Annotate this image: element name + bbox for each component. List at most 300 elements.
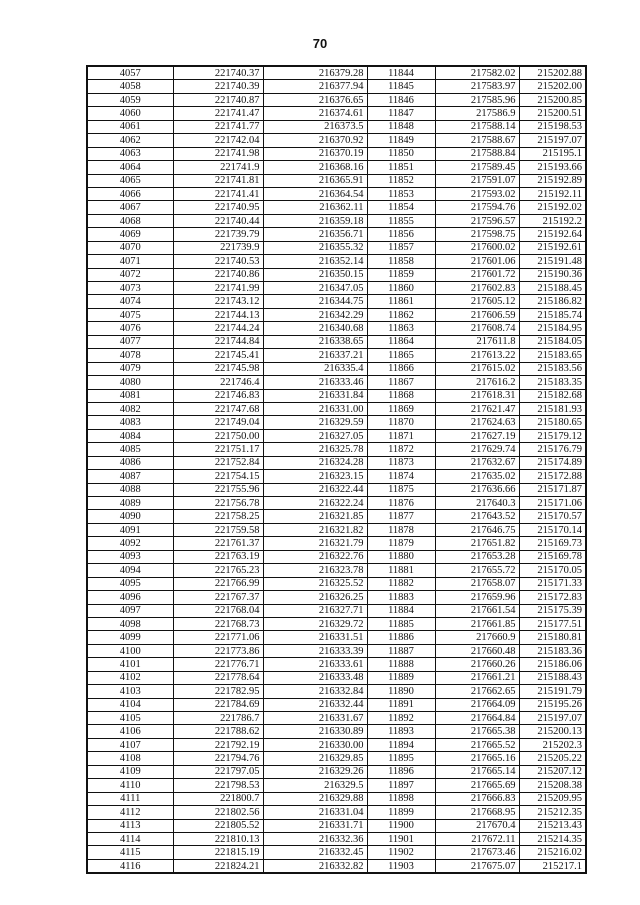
x-coordinate-cell: 217606.59	[435, 308, 519, 321]
x-coordinate-cell: 221740.86	[173, 268, 263, 281]
x-coordinate-cell: 217673.46	[435, 846, 519, 859]
y-coordinate-cell: 216330.00	[263, 738, 367, 751]
y-coordinate-cell: 215192.2	[519, 214, 586, 227]
table-row	[87, 66, 586, 80]
table-row	[87, 120, 586, 133]
y-coordinate-cell: 216326.25	[263, 591, 367, 604]
x-coordinate-cell: 217624.63	[435, 416, 519, 429]
y-coordinate-cell: 215197.07	[519, 134, 586, 147]
x-coordinate-cell: 221751.17	[173, 443, 263, 456]
y-coordinate-cell: 215195.26	[519, 698, 586, 711]
point-number-cell: 11886	[367, 631, 435, 644]
point-number-cell: 11851	[367, 161, 435, 174]
point-number-cell: 11899	[367, 806, 435, 819]
point-number-cell: 11893	[367, 725, 435, 738]
table-row	[87, 510, 586, 523]
y-coordinate-cell: 216321.79	[263, 537, 367, 550]
y-coordinate-cell: 216368.16	[263, 161, 367, 174]
point-number-cell: 11894	[367, 738, 435, 751]
y-coordinate-cell: 216335.4	[263, 362, 367, 375]
point-number-cell: 11883	[367, 591, 435, 604]
y-coordinate-cell: 215170.14	[519, 523, 586, 536]
table-row	[87, 725, 586, 738]
table-row	[87, 335, 586, 348]
coordinates-table	[86, 65, 587, 874]
y-coordinate-cell: 216331.00	[263, 402, 367, 415]
x-coordinate-cell: 217672.11	[435, 832, 519, 845]
x-coordinate-cell: 221744.13	[173, 308, 263, 321]
y-coordinate-cell: 215216.02	[519, 846, 586, 859]
point-number-cell: 11872	[367, 443, 435, 456]
point-number-cell: 11861	[367, 295, 435, 308]
x-coordinate-cell: 217665.14	[435, 765, 519, 778]
y-coordinate-cell: 215198.53	[519, 120, 586, 133]
y-coordinate-cell: 215209.95	[519, 792, 586, 805]
table-row	[87, 389, 586, 402]
table-row	[87, 577, 586, 590]
y-coordinate-cell: 216356.71	[263, 228, 367, 241]
point-number-cell: 11853	[367, 187, 435, 200]
y-coordinate-cell: 216332.36	[263, 832, 367, 845]
x-coordinate-cell: 217629.74	[435, 443, 519, 456]
y-coordinate-cell: 215202.88	[519, 66, 586, 80]
point-number-cell: 4062	[87, 134, 173, 147]
y-coordinate-cell: 216359.18	[263, 214, 367, 227]
point-number-cell: 4079	[87, 362, 173, 375]
x-coordinate-cell: 221741.77	[173, 120, 263, 133]
point-number-cell: 11882	[367, 577, 435, 590]
table-row	[87, 187, 586, 200]
point-number-cell: 4072	[87, 268, 173, 281]
x-coordinate-cell: 217594.76	[435, 201, 519, 214]
x-coordinate-cell: 221788.62	[173, 725, 263, 738]
y-coordinate-cell: 215200.51	[519, 107, 586, 120]
x-coordinate-cell: 217616.2	[435, 376, 519, 389]
x-coordinate-cell: 217588.84	[435, 147, 519, 160]
x-coordinate-cell: 221744.24	[173, 322, 263, 335]
point-number-cell: 4061	[87, 120, 173, 133]
point-number-cell: 11881	[367, 564, 435, 577]
x-coordinate-cell: 221745.41	[173, 349, 263, 362]
point-number-cell: 11866	[367, 362, 435, 375]
x-coordinate-cell: 217605.12	[435, 295, 519, 308]
y-coordinate-cell: 215176.79	[519, 443, 586, 456]
point-number-cell: 4059	[87, 93, 173, 106]
table-row	[87, 349, 586, 362]
point-number-cell: 4060	[87, 107, 173, 120]
y-coordinate-cell: 215183.35	[519, 376, 586, 389]
table-row	[87, 228, 586, 241]
x-coordinate-cell: 217664.84	[435, 712, 519, 725]
y-coordinate-cell: 215205.22	[519, 752, 586, 765]
point-number-cell: 4102	[87, 671, 173, 684]
y-coordinate-cell: 216333.46	[263, 376, 367, 389]
point-number-cell: 11901	[367, 832, 435, 845]
x-coordinate-cell: 217661.54	[435, 604, 519, 617]
table-row	[87, 107, 586, 120]
x-coordinate-cell: 221773.86	[173, 644, 263, 657]
point-number-cell: 11875	[367, 483, 435, 496]
x-coordinate-cell: 217611.8	[435, 335, 519, 348]
y-coordinate-cell: 216332.82	[263, 859, 367, 873]
x-coordinate-cell: 221752.84	[173, 456, 263, 469]
table-row	[87, 738, 586, 751]
y-coordinate-cell: 216322.44	[263, 483, 367, 496]
table-row	[87, 523, 586, 536]
y-coordinate-cell: 215208.38	[519, 779, 586, 792]
point-number-cell: 4085	[87, 443, 173, 456]
x-coordinate-cell: 217670.4	[435, 819, 519, 832]
point-number-cell: 4076	[87, 322, 173, 335]
point-number-cell: 4067	[87, 201, 173, 214]
point-number-cell: 4075	[87, 308, 173, 321]
y-coordinate-cell: 216376.65	[263, 93, 367, 106]
y-coordinate-cell: 216331.67	[263, 712, 367, 725]
y-coordinate-cell: 215192.89	[519, 174, 586, 187]
x-coordinate-cell: 221824.21	[173, 859, 263, 873]
table-row	[87, 564, 586, 577]
y-coordinate-cell: 216329.26	[263, 765, 367, 778]
x-coordinate-cell: 221755.96	[173, 483, 263, 496]
y-coordinate-cell: 215175.39	[519, 604, 586, 617]
x-coordinate-cell: 221741.9	[173, 161, 263, 174]
y-coordinate-cell: 215191.48	[519, 255, 586, 268]
y-coordinate-cell: 215217.1	[519, 859, 586, 873]
x-coordinate-cell: 221749.04	[173, 416, 263, 429]
point-number-cell: 11855	[367, 214, 435, 227]
point-number-cell: 4113	[87, 819, 173, 832]
x-coordinate-cell: 217660.48	[435, 644, 519, 657]
y-coordinate-cell: 216325.52	[263, 577, 367, 590]
y-coordinate-cell: 216329.59	[263, 416, 367, 429]
point-number-cell: 4103	[87, 685, 173, 698]
point-number-cell: 11898	[367, 792, 435, 805]
y-coordinate-cell: 215202.3	[519, 738, 586, 751]
point-number-cell: 11892	[367, 712, 435, 725]
x-coordinate-cell: 221763.19	[173, 550, 263, 563]
point-number-cell: 11900	[367, 819, 435, 832]
y-coordinate-cell: 215184.05	[519, 335, 586, 348]
point-number-cell: 4093	[87, 550, 173, 563]
point-number-cell: 11869	[367, 402, 435, 415]
point-number-cell: 11896	[367, 765, 435, 778]
y-coordinate-cell: 216370.19	[263, 147, 367, 160]
point-number-cell: 4073	[87, 282, 173, 295]
y-coordinate-cell: 216322.76	[263, 550, 367, 563]
x-coordinate-cell: 217588.14	[435, 120, 519, 133]
y-coordinate-cell: 215185.74	[519, 308, 586, 321]
y-coordinate-cell: 215188.45	[519, 282, 586, 295]
point-number-cell: 11888	[367, 658, 435, 671]
x-coordinate-cell: 217666.83	[435, 792, 519, 805]
y-coordinate-cell: 215212.35	[519, 806, 586, 819]
y-coordinate-cell: 215186.06	[519, 658, 586, 671]
table-row	[87, 443, 586, 456]
point-number-cell: 4089	[87, 497, 173, 510]
y-coordinate-cell: 216350.15	[263, 268, 367, 281]
point-number-cell: 11850	[367, 147, 435, 160]
y-coordinate-cell: 216370.92	[263, 134, 367, 147]
x-coordinate-cell: 217665.69	[435, 779, 519, 792]
x-coordinate-cell: 221802.56	[173, 806, 263, 819]
y-coordinate-cell: 216338.65	[263, 335, 367, 348]
table-row	[87, 859, 586, 873]
x-coordinate-cell: 221754.15	[173, 470, 263, 483]
y-coordinate-cell: 216331.51	[263, 631, 367, 644]
table-row	[87, 80, 586, 93]
y-coordinate-cell: 216355.32	[263, 241, 367, 254]
point-number-cell: 11884	[367, 604, 435, 617]
table-row	[87, 295, 586, 308]
x-coordinate-cell: 217659.96	[435, 591, 519, 604]
x-coordinate-cell: 217655.72	[435, 564, 519, 577]
point-number-cell: 11856	[367, 228, 435, 241]
y-coordinate-cell: 215180.65	[519, 416, 586, 429]
y-coordinate-cell: 215191.79	[519, 685, 586, 698]
y-coordinate-cell: 216342.29	[263, 308, 367, 321]
x-coordinate-cell: 221778.64	[173, 671, 263, 684]
table-row	[87, 685, 586, 698]
point-number-cell: 4057	[87, 66, 173, 80]
y-coordinate-cell: 216329.5	[263, 779, 367, 792]
y-coordinate-cell: 216327.05	[263, 429, 367, 442]
table-row	[87, 161, 586, 174]
point-number-cell: 4090	[87, 510, 173, 523]
point-number-cell: 11885	[367, 617, 435, 630]
y-coordinate-cell: 215186.82	[519, 295, 586, 308]
y-coordinate-cell: 215200.85	[519, 93, 586, 106]
y-coordinate-cell: 216333.61	[263, 658, 367, 671]
table-row	[87, 214, 586, 227]
x-coordinate-cell: 221741.81	[173, 174, 263, 187]
point-number-cell: 4087	[87, 470, 173, 483]
y-coordinate-cell: 215184.95	[519, 322, 586, 335]
y-coordinate-cell: 215207.12	[519, 765, 586, 778]
y-coordinate-cell: 216331.84	[263, 389, 367, 402]
point-number-cell: 11889	[367, 671, 435, 684]
x-coordinate-cell: 217665.38	[435, 725, 519, 738]
table-row	[87, 644, 586, 657]
y-coordinate-cell: 215188.43	[519, 671, 586, 684]
point-number-cell: 4108	[87, 752, 173, 765]
table-row	[87, 483, 586, 496]
y-coordinate-cell: 215213.43	[519, 819, 586, 832]
y-coordinate-cell: 216331.71	[263, 819, 367, 832]
x-coordinate-cell: 221805.52	[173, 819, 263, 832]
x-coordinate-cell: 221767.37	[173, 591, 263, 604]
y-coordinate-cell: 216340.68	[263, 322, 367, 335]
y-coordinate-cell: 216333.39	[263, 644, 367, 657]
point-number-cell: 4105	[87, 712, 173, 725]
y-coordinate-cell: 216333.48	[263, 671, 367, 684]
y-coordinate-cell: 215183.56	[519, 362, 586, 375]
x-coordinate-cell: 221798.53	[173, 779, 263, 792]
point-number-cell: 4092	[87, 537, 173, 550]
table-row	[87, 268, 586, 281]
y-coordinate-cell: 216352.14	[263, 255, 367, 268]
y-coordinate-cell: 215192.61	[519, 241, 586, 254]
point-number-cell: 11876	[367, 497, 435, 510]
point-number-cell: 4099	[87, 631, 173, 644]
point-number-cell: 11874	[367, 470, 435, 483]
x-coordinate-cell: 217589.45	[435, 161, 519, 174]
x-coordinate-cell: 217593.02	[435, 187, 519, 200]
table-row	[87, 779, 586, 792]
x-coordinate-cell: 217588.67	[435, 134, 519, 147]
y-coordinate-cell: 215169.73	[519, 537, 586, 550]
table-row	[87, 497, 586, 510]
x-coordinate-cell: 221810.13	[173, 832, 263, 845]
y-coordinate-cell: 216374.61	[263, 107, 367, 120]
point-number-cell: 4082	[87, 402, 173, 415]
x-coordinate-cell: 221745.98	[173, 362, 263, 375]
y-coordinate-cell: 215192.02	[519, 201, 586, 214]
x-coordinate-cell: 221739.9	[173, 241, 263, 254]
x-coordinate-cell: 217651.82	[435, 537, 519, 550]
point-number-cell: 11852	[367, 174, 435, 187]
x-coordinate-cell: 217658.07	[435, 577, 519, 590]
y-coordinate-cell: 216373.5	[263, 120, 367, 133]
table-row	[87, 456, 586, 469]
y-coordinate-cell: 215170.05	[519, 564, 586, 577]
y-coordinate-cell: 216325.78	[263, 443, 367, 456]
x-coordinate-cell: 221743.12	[173, 295, 263, 308]
point-number-cell: 11868	[367, 389, 435, 402]
point-number-cell: 11860	[367, 282, 435, 295]
x-coordinate-cell: 217582.02	[435, 66, 519, 80]
x-coordinate-cell: 221800.7	[173, 792, 263, 805]
x-coordinate-cell: 217596.57	[435, 214, 519, 227]
y-coordinate-cell: 215197.07	[519, 712, 586, 725]
x-coordinate-cell: 221740.53	[173, 255, 263, 268]
table-row	[87, 765, 586, 778]
table-row	[87, 698, 586, 711]
point-number-cell: 4104	[87, 698, 173, 711]
table-row	[87, 429, 586, 442]
point-number-cell: 4084	[87, 429, 173, 442]
point-number-cell: 4112	[87, 806, 173, 819]
y-coordinate-cell: 215202.00	[519, 80, 586, 93]
y-coordinate-cell: 216332.45	[263, 846, 367, 859]
x-coordinate-cell: 217601.06	[435, 255, 519, 268]
point-number-cell: 11880	[367, 550, 435, 563]
y-coordinate-cell: 216379.28	[263, 66, 367, 80]
x-coordinate-cell: 217662.65	[435, 685, 519, 698]
x-coordinate-cell: 221771.06	[173, 631, 263, 644]
table-row	[87, 671, 586, 684]
table-row	[87, 617, 586, 630]
y-coordinate-cell: 216321.85	[263, 510, 367, 523]
y-coordinate-cell: 216377.94	[263, 80, 367, 93]
point-number-cell: 4100	[87, 644, 173, 657]
y-coordinate-cell: 215170.57	[519, 510, 586, 523]
y-coordinate-cell: 215192.11	[519, 187, 586, 200]
table-row	[87, 201, 586, 214]
point-number-cell: 11871	[367, 429, 435, 442]
x-coordinate-cell: 221756.78	[173, 497, 263, 510]
y-coordinate-cell: 215174.89	[519, 456, 586, 469]
x-coordinate-cell: 221746.83	[173, 389, 263, 402]
y-coordinate-cell: 216323.78	[263, 564, 367, 577]
point-number-cell: 11844	[367, 66, 435, 80]
x-coordinate-cell: 217635.02	[435, 470, 519, 483]
point-number-cell: 4109	[87, 765, 173, 778]
x-coordinate-cell: 221768.04	[173, 604, 263, 617]
y-coordinate-cell: 215192.64	[519, 228, 586, 241]
x-coordinate-cell: 221794.76	[173, 752, 263, 765]
table-row	[87, 282, 586, 295]
y-coordinate-cell: 216362.11	[263, 201, 367, 214]
point-number-cell: 4091	[87, 523, 173, 536]
x-coordinate-cell: 221747.68	[173, 402, 263, 415]
x-coordinate-cell: 221758.25	[173, 510, 263, 523]
point-number-cell: 4086	[87, 456, 173, 469]
point-number-cell: 4080	[87, 376, 173, 389]
x-coordinate-cell: 217660.26	[435, 658, 519, 671]
coordinates-table-body	[87, 66, 586, 873]
table-row	[87, 752, 586, 765]
table-row	[87, 174, 586, 187]
point-number-cell: 4088	[87, 483, 173, 496]
table-row	[87, 322, 586, 335]
point-number-cell: 11903	[367, 859, 435, 873]
table-row	[87, 147, 586, 160]
x-coordinate-cell: 217583.97	[435, 80, 519, 93]
x-coordinate-cell: 221782.95	[173, 685, 263, 698]
x-coordinate-cell: 221765.23	[173, 564, 263, 577]
y-coordinate-cell: 215171.06	[519, 497, 586, 510]
y-coordinate-cell: 216364.54	[263, 187, 367, 200]
y-coordinate-cell: 215177.51	[519, 617, 586, 630]
table-row	[87, 806, 586, 819]
point-number-cell: 4106	[87, 725, 173, 738]
x-coordinate-cell: 217627.19	[435, 429, 519, 442]
point-number-cell: 11887	[367, 644, 435, 657]
table-row	[87, 255, 586, 268]
x-coordinate-cell: 217613.22	[435, 349, 519, 362]
point-number-cell: 4083	[87, 416, 173, 429]
point-number-cell: 4107	[87, 738, 173, 751]
y-coordinate-cell: 215190.36	[519, 268, 586, 281]
point-number-cell: 4058	[87, 80, 173, 93]
point-number-cell: 11902	[367, 846, 435, 859]
y-coordinate-cell: 215171.87	[519, 483, 586, 496]
x-coordinate-cell: 221739.79	[173, 228, 263, 241]
x-coordinate-cell: 221741.99	[173, 282, 263, 295]
y-coordinate-cell: 215183.65	[519, 349, 586, 362]
table-row	[87, 792, 586, 805]
point-number-cell: 4068	[87, 214, 173, 227]
x-coordinate-cell: 221750.00	[173, 429, 263, 442]
x-coordinate-cell: 217600.02	[435, 241, 519, 254]
x-coordinate-cell: 217636.66	[435, 483, 519, 496]
point-number-cell: 4064	[87, 161, 173, 174]
point-number-cell: 4066	[87, 187, 173, 200]
x-coordinate-cell: 217618.31	[435, 389, 519, 402]
x-coordinate-cell: 217661.85	[435, 617, 519, 630]
x-coordinate-cell: 221741.41	[173, 187, 263, 200]
point-number-cell: 11890	[367, 685, 435, 698]
point-number-cell: 11865	[367, 349, 435, 362]
x-coordinate-cell: 221741.47	[173, 107, 263, 120]
point-number-cell: 4101	[87, 658, 173, 671]
y-coordinate-cell: 215179.12	[519, 429, 586, 442]
table-row	[87, 416, 586, 429]
y-coordinate-cell: 216329.72	[263, 617, 367, 630]
x-coordinate-cell: 217621.47	[435, 402, 519, 415]
point-number-cell: 11864	[367, 335, 435, 348]
point-number-cell: 11870	[367, 416, 435, 429]
